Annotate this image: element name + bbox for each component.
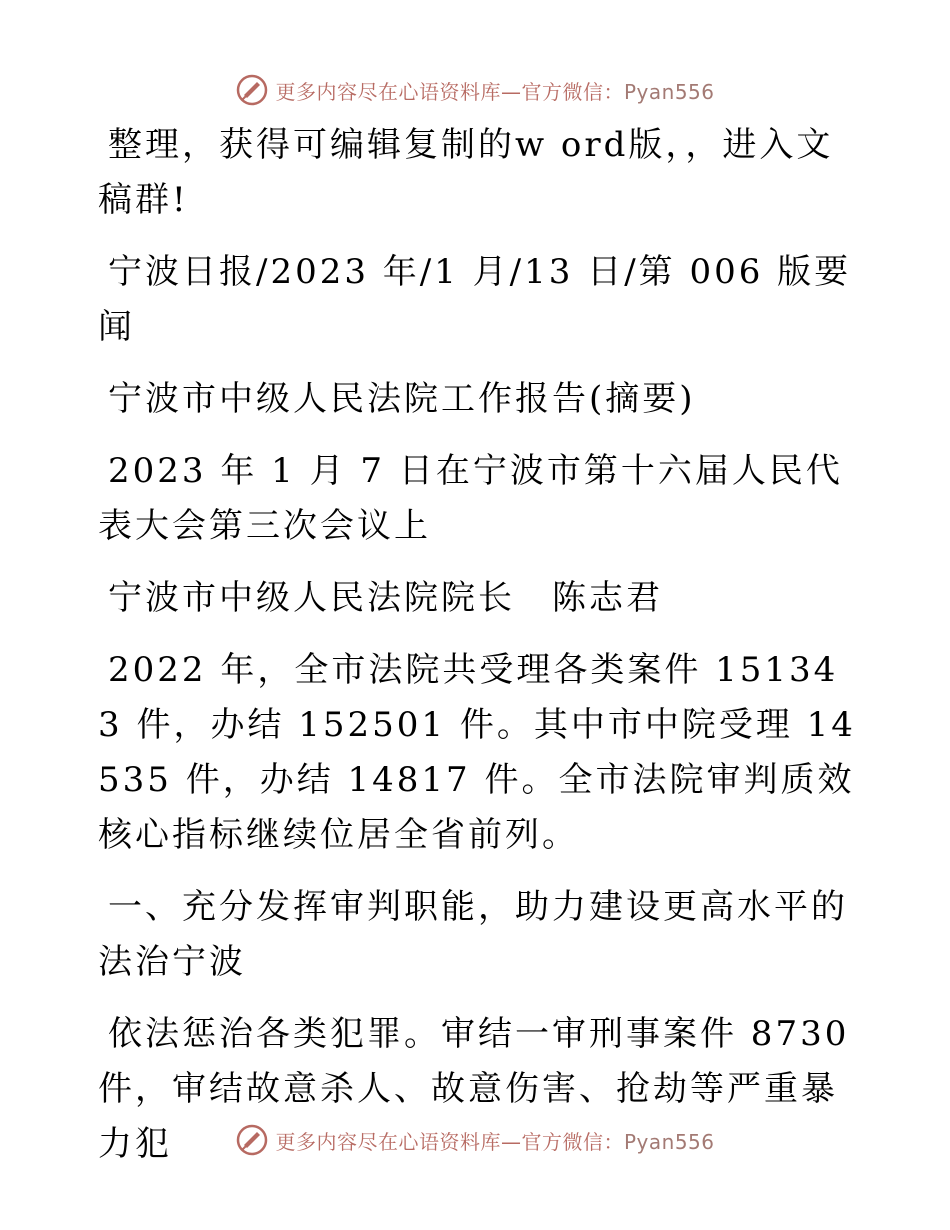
watermark-text bbox=[275, 76, 714, 105]
watermark-site-name: 更多内容尽在心语资料库 bbox=[275, 79, 501, 104]
watermark-dash: — bbox=[500, 79, 522, 104]
paragraph-occasion: 2023 年 1 月 7 日在宁波市第十六届人民代表大会第三次会议上 bbox=[98, 451, 843, 546]
watermark-label: 官方微信： bbox=[521, 79, 624, 104]
paragraph-intro: 整理，获得可编辑复制的w ord版，，进入文稿群! bbox=[98, 125, 834, 220]
header-watermark bbox=[0, 70, 950, 110]
paragraph-section-heading: 一、充分发挥审判职能，助力建设更高水平的法治宁波 bbox=[98, 887, 848, 982]
watermark-handle: Pyan556 bbox=[623, 1129, 715, 1154]
paragraph-summary: 2022 年，全市法院共受理各类案件 151343 件，办结 152501 件。其中市中院受理 14535 件，办结 14817 件。全市法院审判质效核心指标继续位居全省前列。 bbox=[98, 650, 856, 855]
paragraph-source: 宁波日报/2023 年/1 月/13 日/第 006 版要闻 bbox=[98, 252, 852, 347]
watermark-logo-icon bbox=[235, 1123, 269, 1157]
watermark-label: 官方微信： bbox=[521, 1129, 624, 1154]
watermark-dash: — bbox=[500, 1129, 522, 1154]
watermark-logo-icon bbox=[235, 73, 269, 107]
watermark-site-name: 更多内容尽在心语资料库 bbox=[275, 1129, 501, 1154]
document-body bbox=[98, 118, 858, 1189]
paragraph-criminal-cases: 依法惩治各类犯罪。审结一审刑事案件 8730 件，审结故意杀人、故意伤害、抢劫等严重暴力犯 bbox=[98, 1014, 850, 1164]
paragraph-title: 宁波市中级人民法院工作报告(摘要) bbox=[108, 379, 696, 419]
watermark-text bbox=[275, 1126, 714, 1155]
watermark-handle: Pyan556 bbox=[623, 79, 715, 104]
paragraph-author: 宁波市中级人民法院院长 陈志君 bbox=[108, 578, 663, 618]
footer-watermark bbox=[0, 1120, 950, 1160]
